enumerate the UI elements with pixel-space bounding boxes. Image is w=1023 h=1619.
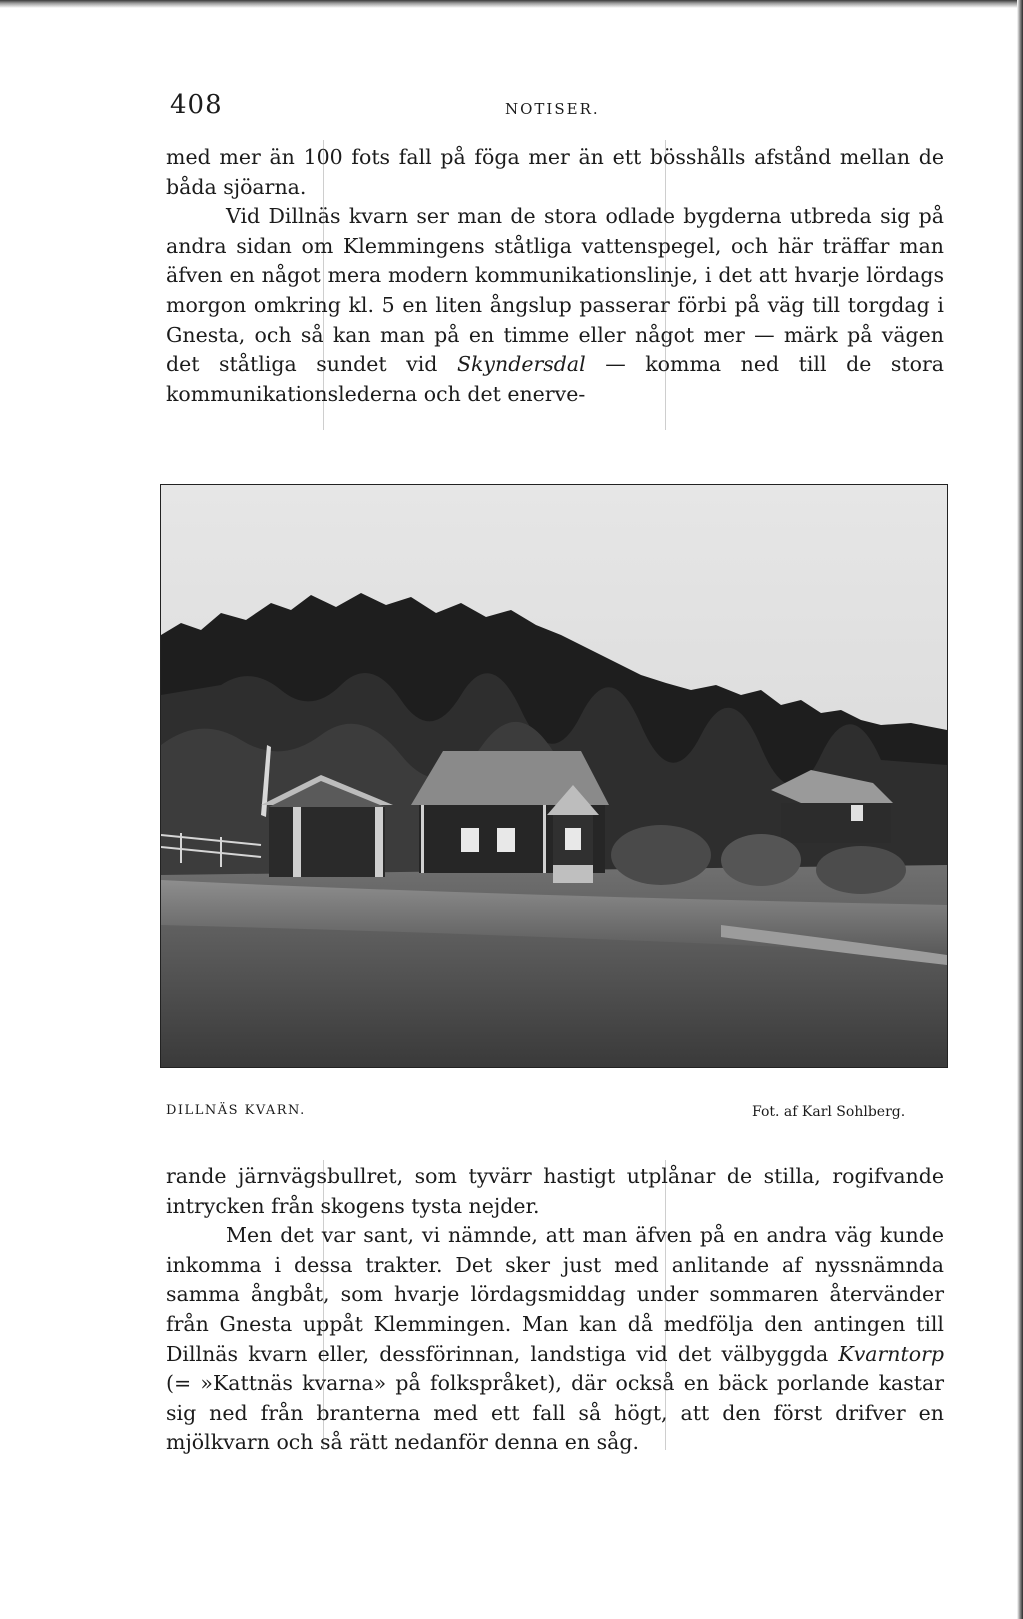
text-block-top — [166, 143, 944, 409]
paragraph — [166, 202, 944, 409]
place-name: Kvarntorp — [838, 1341, 944, 1366]
photograph — [160, 484, 948, 1068]
paragraph-text: Vid Dillnäs kvarn ser man de stora odlade bygderna utbreda sig på andra sidan om Klemmingens ståtliga vattenspegel, och här träffar man äfven en något mera modern kommunikationslinje, i det att hvarje lördags morgon omkring kl. 5 en liten ångslup passerar förbi på väg till torgdag i Gnesta, och så kan man på en timme eller något mer — märk på vägen det ståtliga sundet vid — [166, 204, 944, 377]
scan-fold-line — [665, 1160, 666, 1450]
paragraph — [166, 1221, 944, 1458]
paragraph: med mer än 100 fots fall på föga mer än ett bösshålls afstånd mellan de båda sjöarna. — [166, 145, 944, 199]
text-block-bottom — [166, 1162, 944, 1458]
scan-fold-line — [665, 140, 666, 430]
scan-fold-line — [323, 1160, 324, 1450]
place-name: Skyndersdal — [456, 352, 586, 377]
scan-edge-right — [1017, 0, 1023, 1619]
scan-fold-line — [323, 140, 324, 430]
page-number: 408 — [170, 90, 223, 120]
main-house — [411, 751, 609, 883]
paragraph-text: (= »Kattnäs kvarna» på folkspråket), där också en bäck porlande kastar sig ned från branterna med ett fall så högt, att den först drifver en mjölkvarn och så rätt nedanför denna en såg. — [166, 1371, 944, 1455]
paragraph: rande järnvägsbullret, som tyvärr hastigt utplånar de stilla, rogifvande intrycken från skogens tysta nejder. — [166, 1164, 944, 1218]
paragraph-text: Men det var sant, vi nämnde, att man äfven på en andra väg kunde inkomma i dessa trakter. Det sker just med anlitande af nyssnämnda samma ångbåt, som hvarje lördagsmiddag under sommaren återvänder från Gnesta uppåt Klemmingen. Man kan då medfölja den antingen till Dillnäs kvarn eller, dessförinnan, landstiga vid det välbyggda — [166, 1223, 944, 1366]
photo-credit: Fot. af Karl Sohlberg. — [752, 1104, 906, 1120]
paragraph-text: — komma ned till de stora kommunikationslederna och det enerve- — [166, 352, 944, 406]
running-title: NOTISER. — [505, 100, 600, 118]
farmstead-photo — [161, 485, 947, 1067]
scan-edge-top — [0, 0, 1023, 8]
figure-caption: DILLNÄS KVARN. — [166, 1103, 306, 1118]
